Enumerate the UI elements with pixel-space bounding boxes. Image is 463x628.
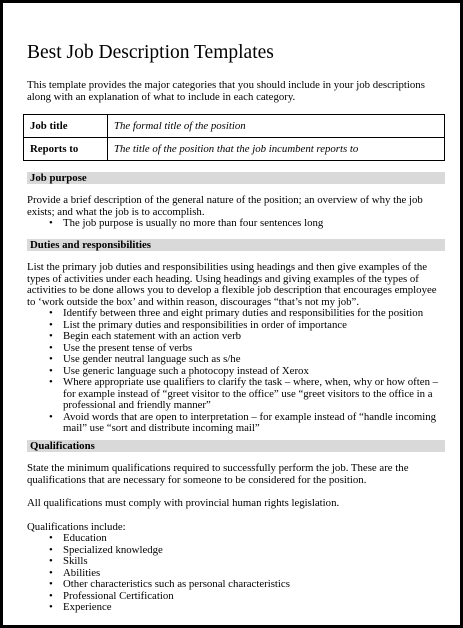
list-item: • Professional Certification	[27, 591, 445, 603]
duties-text: List the primary job duties and responsibilities using headings and then give examples of the types of activities under each heading. Using headings and giving examples of the types of activities to be done allows you to develop a flexible job description that encourages employee to ‘work outside the box’ and within reason, discourages “that’s not my job”.	[27, 261, 437, 308]
list-item: • Use the present tense of verbs	[27, 343, 445, 355]
list-item: • Use gender neutral language such as s/he	[27, 354, 445, 366]
qualifications-section	[27, 440, 445, 614]
duties-heading: Duties and responsibilities	[27, 239, 445, 251]
job-purpose-list	[27, 218, 445, 230]
table-row	[24, 115, 445, 138]
reports-to-label: Reports to	[24, 138, 108, 161]
list-item: • The job purpose is usually no more than four sentences long	[27, 218, 445, 230]
intro-paragraph: This template provides the major categories that you should include in your job descriptions along with an explanation of what to include in each category.	[27, 79, 425, 103]
qualifications-list	[27, 533, 445, 614]
page-title: Best Job Description Templates	[27, 42, 274, 63]
list-item: • Where appropriate use qualifiers to clarify the task – where, when, why or how often – for example instead of “greet visitor to the office” use “greet visitors to the office in a professional and friendly manner”	[27, 377, 445, 412]
job-purpose-heading: Job purpose	[27, 172, 445, 184]
list-item: • Experience	[27, 602, 445, 614]
job-purpose-section	[27, 172, 445, 230]
job-title-label: Job title	[24, 115, 108, 138]
list-item: • Identify between three and eight primary duties and responsibilities for the position	[27, 308, 445, 320]
list-item: • List the primary duties and responsibilities in order of importance	[27, 320, 445, 332]
list-item: • Other characteristics such as personal characteristics	[27, 579, 445, 591]
list-item: • Skills	[27, 556, 445, 568]
qualifications-compliance-text: All qualifications must comply with provincial human rights legislation.	[27, 497, 340, 509]
info-table	[23, 114, 445, 161]
list-item: • Education	[27, 533, 445, 545]
reports-to-value: The title of the position that the job incumbent reports to	[108, 138, 445, 161]
list-item: • Begin each statement with an action verb	[27, 331, 445, 343]
list-item: • Avoid words that are open to interpretation – for example instead of “handle incoming mail” use “sort and distribute incoming mail”	[27, 412, 445, 435]
qualifications-text: State the minimum qualifications required to successfully perform the job. These are the qualifications that are necessary for someone to be considered for the position.	[27, 462, 409, 486]
list-item: • Abilities	[27, 568, 445, 580]
duties-list	[27, 308, 445, 435]
list-item: • Use generic language such a photocopy instead of Xerox	[27, 366, 445, 378]
table-row	[24, 138, 445, 161]
job-purpose-text: Provide a brief description of the general nature of the position; an overview of why the job exists; and what the job is to accomplish.	[27, 194, 423, 218]
list-item: • Specialized knowledge	[27, 545, 445, 557]
qualifications-include-label: Qualifications include:	[27, 520, 126, 533]
job-title-value: The formal title of the position	[108, 115, 445, 138]
qualifications-heading: Qualifications	[27, 440, 445, 452]
duties-section	[27, 239, 445, 435]
